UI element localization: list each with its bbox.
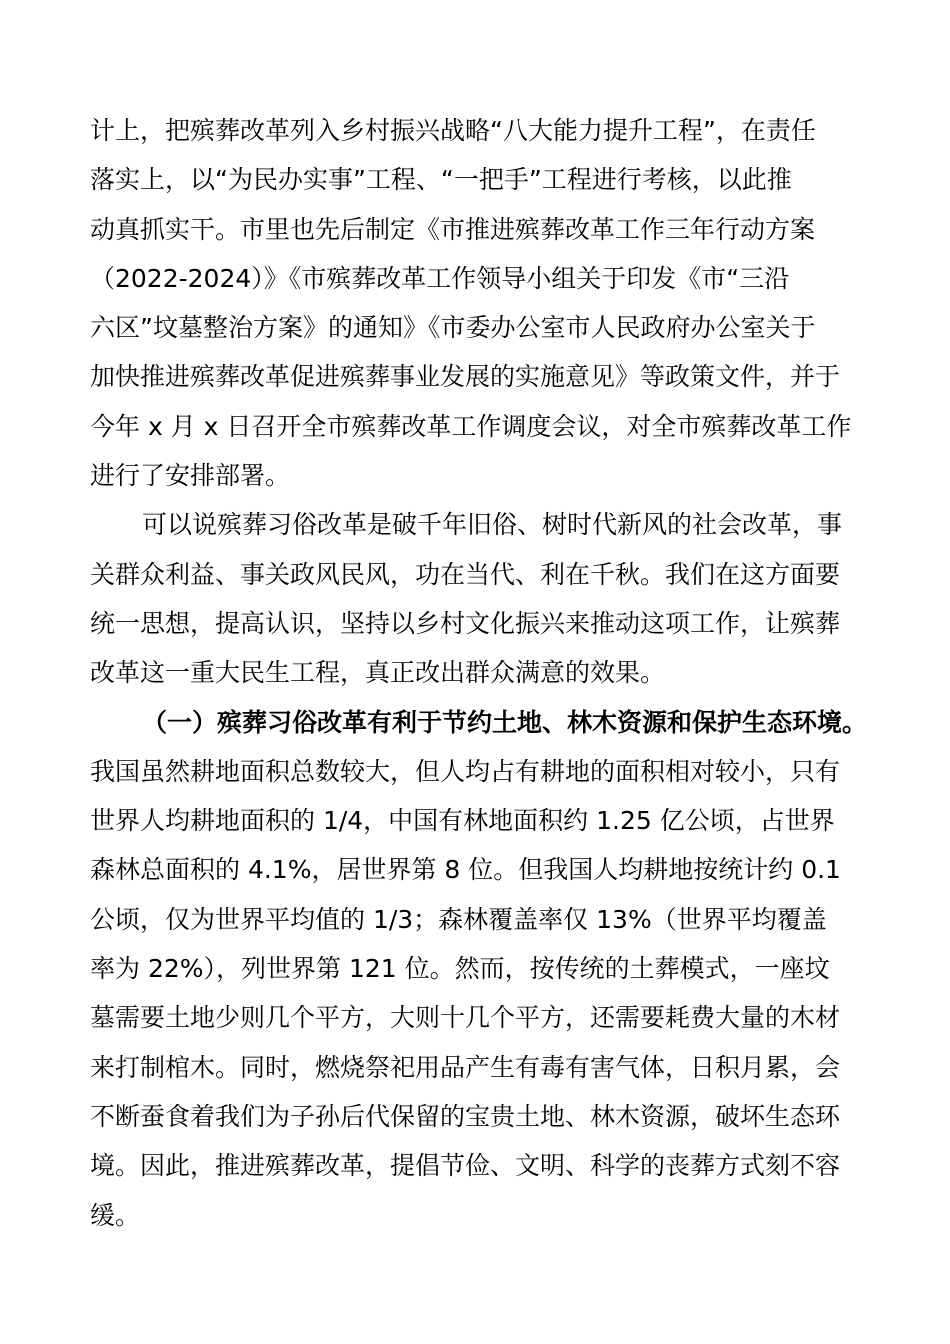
section-heading: （一）殡葬习俗改革有利于节约土地、林木资源和保护生态环境。 [142, 707, 868, 737]
text-line: 统一思想，提高认识，坚持以乡村文化振兴来推动这项工作，让殡葬 [90, 608, 841, 638]
text-line: （2022-2024）》《市殡葬改革工作领导小组关于印发《市“三沿 [90, 263, 790, 293]
text-line: 进行了安排部署。 [90, 461, 291, 491]
text-line: 今年 x 月 x 日召开全市殡葬改革工作调度会议，对全市殡葬改革工作 [90, 411, 852, 441]
text-line: 落实上，以“为民办实事”工程、“一把手”工程进行考核，以此推 [90, 165, 792, 195]
text-line: 公顷，仅为世界平均值的 1/3；森林覆盖率仅 13%（世界平均覆盖 [90, 904, 827, 934]
text-line: 加快推进殡葬改革促进殡葬事业发展的实施意见》等政策文件，并于 [90, 362, 841, 392]
body-text [90, 106, 868, 1240]
text-line: 缓。 [90, 1200, 141, 1230]
paragraph-start-line: 可以说殡葬习俗改革是破千年旧俗、树时代新风的社会改革，事 [142, 510, 843, 540]
text-line: 来打制棺木。同时，燃烧祭祀用品产生有毒有害气体，日积月累，会 [90, 1052, 841, 1082]
text-line: 率为 22%），列世界第 121 位。然而，按传统的土葬模式，一座坟 [90, 954, 830, 984]
text-line: 计上，把殡葬改革列入乡村振兴战略“八大能力提升工程”，在责任 [90, 116, 816, 145]
text-line: 六区”坟墓整治方案》的通知》《市委办公室市人民政府办公室关于 [90, 313, 816, 343]
text-line: 世界人均耕地面积的 1/4，中国有林地面积约 1.25 亿公顷，占世界 [90, 806, 835, 836]
text-line: 境。因此，推进殡葬改革，提倡节俭、文明、科学的丧葬方式刻不容 [90, 1151, 841, 1181]
text-line: 墓需要土地少则几个平方，大则十几个平方，还需要耗费大量的木材 [90, 1003, 841, 1033]
text-line: 我国虽然耕地面积总数较大，但人均占有耕地的面积相对较小，只有 [90, 756, 841, 786]
text-line: 不断蚕食着我们为子孙后代保留的宝贵土地、林木资源，破坏生态环 [90, 1101, 841, 1131]
text-line: 动真抓实干。市里也先后制定《市推进殡葬改革工作三年行动方案 [90, 214, 816, 244]
text-line: 森林总面积的 4.1%，居世界第 8 位。但我国人均耕地按统计约 0.1 [90, 855, 841, 885]
text-line: 改革这一重大民生工程，真正改出群众满意的效果。 [90, 658, 666, 688]
text-line: 关群众利益、事关政风民风，功在当代、利在千秋。我们在这方面要 [90, 559, 841, 589]
